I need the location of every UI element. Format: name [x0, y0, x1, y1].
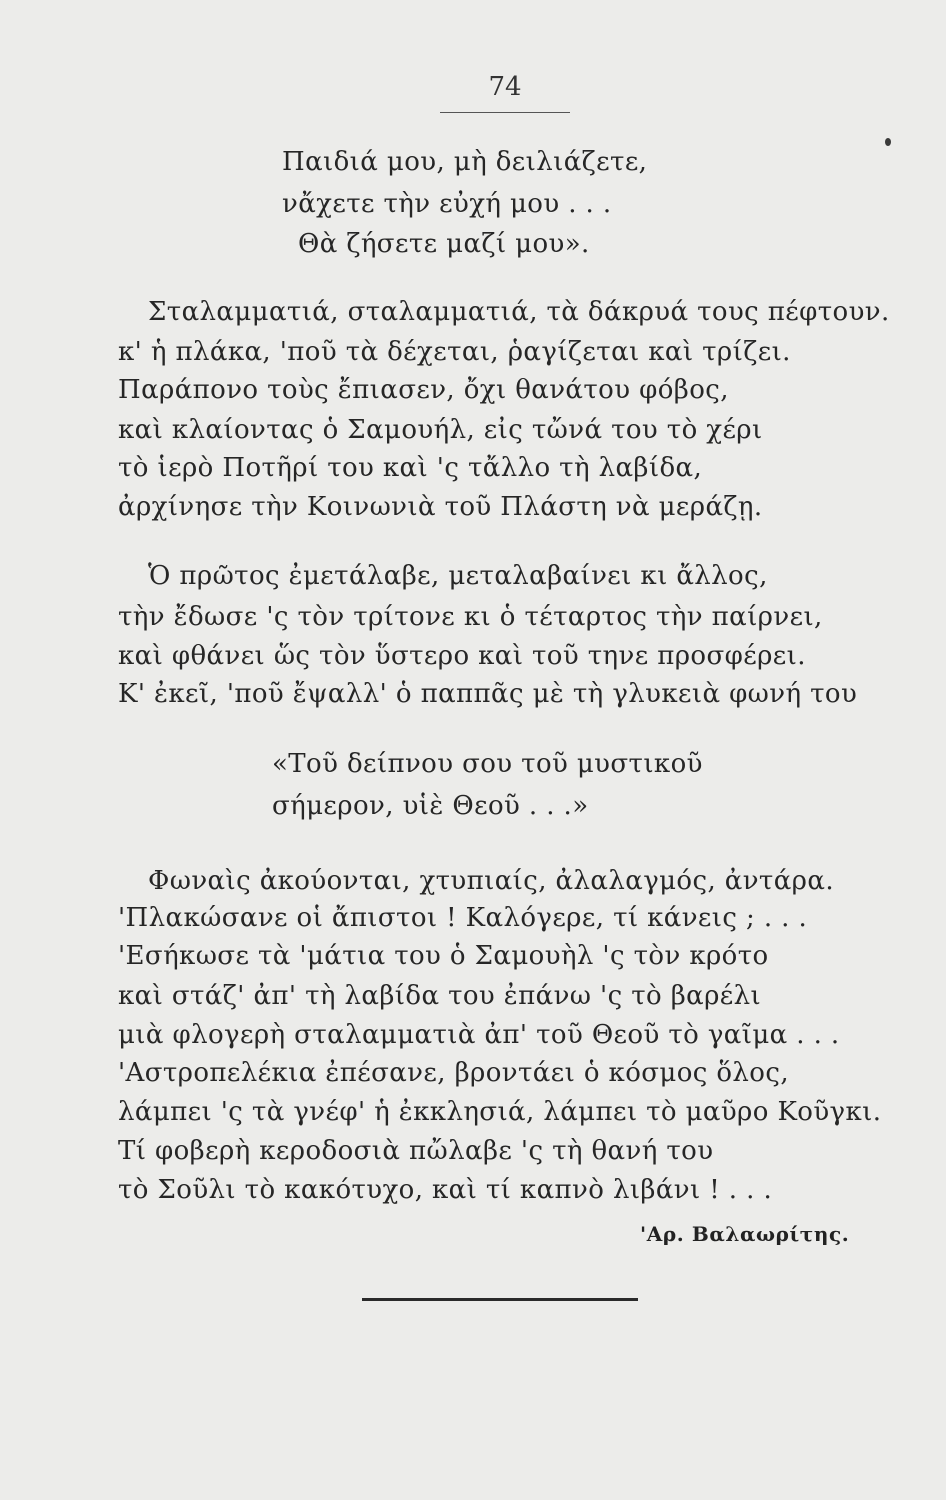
poem-line: Σταλαμματιά, σταλαμματιά, τὰ δάκρυά τους πέφτουν.	[148, 297, 890, 327]
poem-line: καὶ κλαίοντας ὁ Σαμουήλ, εἰς τὤνά του τὸ χέρι	[118, 415, 763, 445]
poem-line: 'Πλακώσανε οἱ ἄπιστοι ! Καλόγερε, τί κάνεις ; . . .	[118, 903, 808, 933]
poem-line: Παιδιά μου, μὴ δειλιάζετε,	[282, 147, 648, 177]
poem-line: ἀρχίνησε τὴν Κοινωνιὰ τοῦ Πλάστη νὰ μεράζῃ.	[118, 492, 763, 522]
poem-line: σήμερον, υἱὲ Θεοῦ . . .»	[272, 791, 589, 821]
poem-line: καὶ φθάνει ὥς τὸν ὕστερο καὶ τοῦ τηνε προσφέρει.	[118, 641, 806, 671]
poem-line: Θὰ ζήσετε μαζί μου».	[298, 229, 590, 259]
poem-line: νἄχετε τὴν εὐχή μου . . .	[282, 189, 612, 219]
end-rule	[362, 1298, 638, 1301]
poem-line: Φωναὶς ἀκούονται, χτυπιαίς, ἀλαλαγμός, ἀντάρα.	[148, 866, 834, 896]
poem-line: Παράπονο τοὺς ἔπιασεν, ὄχι θανάτου φόβος,	[118, 375, 729, 405]
ink-speck	[885, 138, 891, 146]
page-number-rule	[440, 112, 570, 113]
author-signature: 'Αρ. Βαλαωρίτης.	[640, 1222, 850, 1246]
poem-line: 'Αστροπελέκια ἐπέσανε, βροντάει ὁ κόσμος ὅλος,	[118, 1058, 789, 1088]
poem-line: Ὁ πρῶτος ἐμετάλαβε, μεταλαβαίνει κι ἄλλος,	[148, 561, 768, 591]
poem-line: μιὰ φλογερὴ σταλαμματιὰ ἀπ' τοῦ Θεοῦ τὸ γαῖμα . . .	[118, 1020, 840, 1050]
poem-line: λάμπει 'ς τὰ γνέφ' ἡ ἐκκλησιά, λάμπει τὸ μαῦρο Κοῦγκι.	[118, 1097, 882, 1127]
poem-line: 'Εσήκωσε τὰ 'μάτια του ὁ Σαμουὴλ 'ς τὸν κρότο	[118, 941, 769, 971]
poem-line: «Τοῦ δείπνου σου τοῦ μυστικοῦ	[272, 749, 703, 779]
poem-line: τὸ Σοῦλι τὸ κακότυχο, καὶ τί καπνὸ λιβάνι ! . . .	[118, 1175, 773, 1205]
poem-line: Κ' ἐκεῖ, 'ποῦ ἔψαλλ' ὁ παππᾶς μὲ τὴ γλυκειὰ φωνή του	[118, 679, 858, 709]
poem-line: τὸ ἱερὸ Ποτῆρί του καὶ 'ς τἄλλο τὴ λαβίδα,	[118, 453, 703, 483]
page-number: 74	[488, 72, 522, 102]
poem-line: κ' ἡ πλάκα, 'ποῦ τὰ δέχεται, ῥαγίζεται καὶ τρίζει.	[118, 337, 791, 367]
poem-line: Τί φοβερὴ κεροδοσιὰ πὤλαβε 'ς τὴ θανή του	[118, 1136, 714, 1166]
poem-line: τὴν ἔδωσε 'ς τὸν τρίτονε κι ὁ τέταρτος τὴν παίρνει,	[118, 602, 823, 632]
poem-line: καὶ στάζ' ἀπ' τὴ λαβίδα του ἐπάνω 'ς τὸ βαρέλι	[118, 981, 762, 1011]
